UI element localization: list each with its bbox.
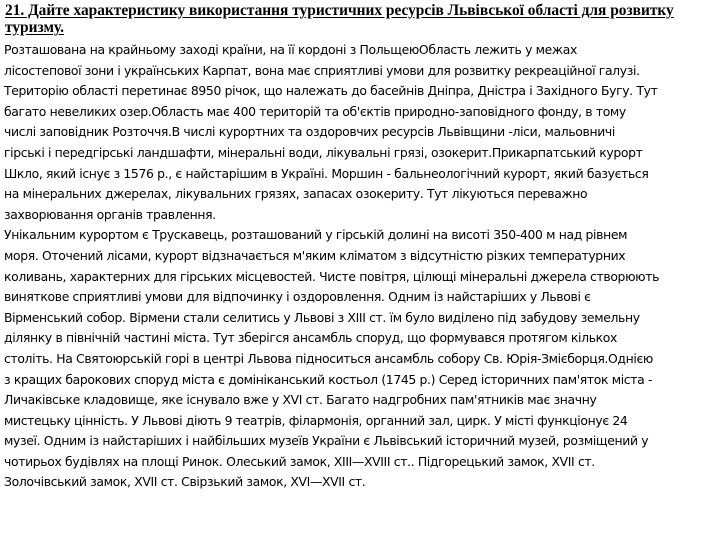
- text-line: числі заповідник Розточчя.В числі курортних та оздоровчих ресурсів Львівщини -ліси, мальовничі: [4, 124, 615, 140]
- text-line: на мінеральних джерелах, лікувальних грязях, запасах озокериту. Тут лікуються переважно: [4, 186, 588, 202]
- text-line: Розташована на крайньому заході країни, на її кордоні з ПольщеюОбласть лежить у межах: [4, 42, 577, 57]
- text-line: Територію області перетинає 8950 річок, що належать до басейнів Дніпра, Дністра і Західного Бугу. Тут: [4, 83, 658, 99]
- text-line: Шкло, який існує з 1576 р., є найстарішим в Україні. Моршин - бальнеологічний курорт, який базується: [4, 165, 649, 181]
- text-line: ділянку в північній частині міста. Тут зберігся ансамбль споруд, що формувався протягом кількох: [4, 330, 618, 346]
- text-line: Унікальним курортом є Трускавець, розташований у гірській долині на висоті 350-400 м над рівнем: [4, 227, 628, 243]
- text-line: з кращих барокових споруд міста є домініканський костьол (1745 р.) Серед історичних пам'яток міста -: [4, 371, 653, 387]
- title-line-1: 21. Дайте характеристику використання туристичних ресурсів Львівської області для розвитку: [5, 2, 674, 19]
- text-line: лісостепової зони і українських Карпат, вона має сприятливі умови для розвитку рекреаційної галузі.: [4, 62, 640, 78]
- text-line: століть. На Святоюрській горі в центрі Львова підноситься ансамбль собору Св. Юрія-Змієборця.Однією: [4, 350, 654, 366]
- text-line: чотирьох будівлях на площі Ринок. Олеський замок, XIII—XVIII ст.. Підгорецький замок, XVII ст.: [4, 453, 595, 469]
- text-line: виняткове сприятливі умови для відпочинку і оздоровлення. Одним із найстаріших у Львові є: [4, 289, 591, 305]
- slide-title: [5, 2, 711, 38]
- text-line: Золочівський замок, XVII ст. Свірзький замок, XVI—XVII ст.: [4, 474, 366, 490]
- text-line: захворювання органів травлення.: [4, 206, 216, 222]
- text-line: коливань, характерних для гірських місцевостей. Чисте повітря, цілющі мінеральні джерела створюють: [4, 268, 660, 284]
- text-line: мистецьку цінність. У Львові діють 9 театрів, філармонія, органний зал, цирк. У місті функціонує 24: [4, 412, 628, 428]
- text-line: гірські і передгірські ландшафти, мінеральні води, лікувальні грязі, озокерит.Прикарпатський курорт: [4, 144, 643, 160]
- text-line: музеї. Одним із найстаріших і найбільших музеїв України є Львівський історичний музей, розміщений у: [4, 433, 649, 449]
- text-line: багато невеликих озер.Область має 400 територій та об'єктів природно-заповідного фонду, в тому: [4, 103, 626, 119]
- body-text: [4, 40, 716, 493]
- text-line: Вірменський собор. Вірмени стали селитись у Львові з XIII ст. їм було виділено під забудову земельну: [4, 309, 640, 325]
- title-line-2: туризму.: [5, 19, 64, 36]
- text-line: Личаківське кладовище, яке існувало вже у XVI ст. Багато надгробних пам'ятників має значну: [4, 392, 597, 408]
- text-line: моря. Оточений лісами, курорт відзначається м'яким кліматом з відсутністю різких температурних: [4, 247, 626, 263]
